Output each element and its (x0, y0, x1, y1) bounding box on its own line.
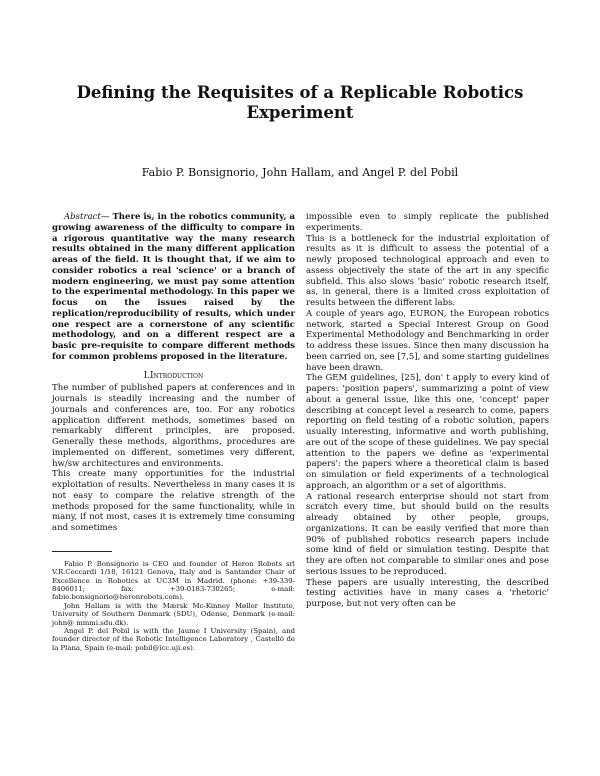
body-paragraph: These papers are usually interesting, the described testing activities have in many cases a 'rhetoric' purpose, but not very often can be (306, 577, 549, 609)
body-paragraph: impossible even to simply replicate the published experiments. (306, 212, 549, 233)
footnote-divider (52, 551, 112, 552)
section-heading (52, 371, 295, 382)
body-paragraph: The number of published papers at conferences and in journals is steadily increasing and the number of journals and conferences are, too. For any robotics application different methods, sometimes based on remarkably different principles, are proposed. Generally these methods, algorithms, procedures are implemented on different, sometimes very different, hw/sw architectures and environments. (52, 383, 295, 469)
section-title: Introduction (150, 370, 204, 381)
right-column (306, 212, 549, 610)
body-paragraph: The GEM guidelines, [25], don' t apply to every kind of papers: 'position papers', summarizing a point of view about a general issue, like this one, 'concept' paper describing at concept level a research to come, papers reporting on field testing of a robotic solution, papers usually interesting, informative and worth publishing, are out of the scope of these guidelines. We pay special attention to the papers we define as 'experimental papers': the papers where a theoretical claim is based on simulation or field experiments of a technological approach, an algorithm or a set of algorithms. (306, 373, 549, 491)
paper-title: Defining the Requisites of a Replicable Robotics Experiment (76, 83, 524, 122)
body-paragraph: A couple of years ago, EURON, the European robotics network, started a Special Interest Group on Good Experimental Methodology and Benchmarking in order to address these issues. Since then many discussion ha been carried on, see [7,5], and some starting guidelines have been drawn. (306, 308, 549, 373)
author-list: Fabio P. Bonsignorio, John Hallam, and Angel P. del Pobil (141, 166, 459, 179)
footnote-author-1: Fabio P. Bonsignorio is CEO and founder of Heron Robots srl V.R.Ceccardi 1/18, 16121 Genova, Italy and is Santander Chair of Excellence in Robotics at UC3M in Madrid. (phone: +39-339-8406011; fax: +39-0183-730265; e-mail: fabio.bonsignorio@heronrobots.com). (52, 559, 295, 602)
abstract (52, 212, 295, 363)
abstract-label: Abstract— (64, 212, 110, 222)
body-paragraph: This is a bottleneck for the industrial exploitation of results as it is difficult to assess the potential of a newly proposed technological approach and even to assess objectively the state of the art in any specific subfield. This also slows 'basic' robotic research itself, as, in general, there is a limited cross exploitation of results between the different labs. (306, 233, 549, 308)
left-column (52, 212, 295, 652)
footnotes (52, 560, 295, 652)
footnote-author-2: John Hallam is with the Mærsk Mc-Kinney Møller Institute, University of Southern Denmark (SDU), Odense, Denmark (e-mail: john@ mmmi.sdu.dk). (52, 601, 295, 627)
section-number: I. (143, 370, 151, 381)
body-paragraph: This create many opportunities for the industrial exploitation of results. Nevertheless in many cases it is not easy to compare the relative strength of the methods proposed for the same functionality, while in many, if not most, cases it is extremely time consuming and sometimes (52, 469, 295, 533)
body-paragraph: A rational research enterprise should not start from scratch every time, but should build on the results already obtained by other people, groups, organizations. It can be easily verified that more than 90% of published robotics research papers include some kind of field or simulation testing. Despite that they are often not comparable to similar ones and pose serious issues to be reproduced. (306, 491, 549, 577)
abstract-text: There is, in the robotics community, a growing awareness of the difficulty to compare in a rigorous quantitative way the many research results obtained in the many different application areas of the field. It is thought that, if we aim to consider robotics a real 'science' or a branch of modern engineering, we must pay some attention to the experimental methodology. In this paper we focus on the issues raised by the replication/reproducibility of results, which under one respect are a cornerstone of any scientific methodology, and on a different respect are a basic pre-requisite to compare different methods for common problems proposed in the literature. (52, 212, 295, 362)
footnote-author-3: Angel P. del Pobil is with the Jaume I University (Spain), and founder director of the Robotic Intelligence Laboratory , Castelló de la Plana, Spain (e-mail: pobil@icc.uji.es). (52, 627, 295, 652)
